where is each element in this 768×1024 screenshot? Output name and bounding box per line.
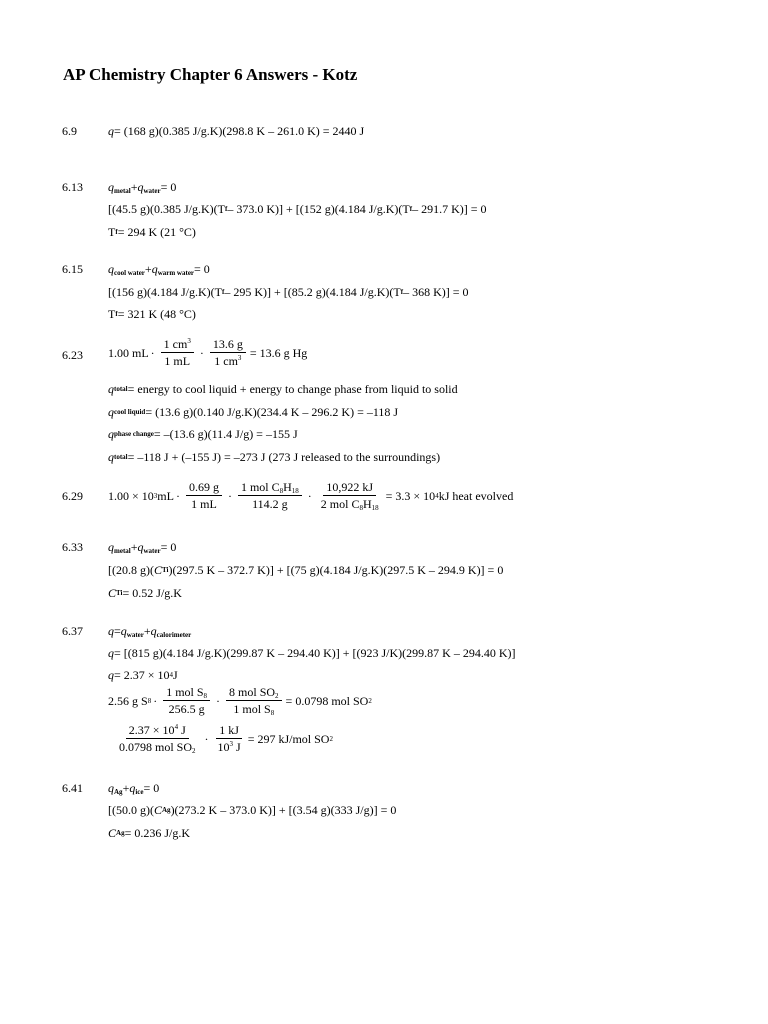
fraction: $\frac{10,922 kJ}{2 mol C_8H_{18}}$ [320,480,379,513]
answer-line: [(156 g)(4.184 J/g.K)(T f – 295 K)] + [(85.2 g)(4.184 J/g.K)(T f – 368 K)] = 0 [108,285,469,299]
conversion-line: 2.56 g S 8 · $\frac{1 mol S_8}{256.5 g}$ · $\frac{8 mol SO_2}{1 mol S_8}$ = 0.0798 mol SO 2 [108,685,372,718]
answer-line: qmetal + qwater = 0 [108,540,177,555]
page-title: AP Chemistry Chapter 6 Answers - Kotz [63,65,358,84]
fraction: $\frac{1 cm^3}{1 mL}$ [161,337,194,369]
answer-line: C Ti = 0.52 J/g.K [108,586,182,600]
problem-number: 6.9 [62,124,77,138]
conversion-line: 1.00 × 10 3 mL · $\frac{0.69 g}{1 mL}$ · $\frac{1 mol C_8H_{18}}{114.2 g}$ · $\frac{10,922 kJ}{2 mol C_8H_{18}}$ = 3.3 × 10 4 kJ heat evolved [108,480,514,513]
conversion-line: 1.00 mL · $\frac{1 cm^3}{1 mL}$ · $\frac{13.6 g}{1 cm^3}$ = 13.6 g Hg [108,337,308,369]
answer-line: C Ag = 0.236 J/g.K [108,826,191,840]
fraction: $\frac{13.6 g}{1 cm^3}$ [210,337,246,369]
answer-line: q total = energy to cool liquid + energy to change phase from liquid to solid [108,382,458,396]
conversion-line: $\frac{2.37 \times 10^4 J}{0.0798 mol SO_2}$ · $\frac{1 kJ}{10^3 J}$ = 297 kJ/mol SO 2 [112,723,333,755]
answer-line: q total = –118 J + (–155 J) = –273 J (273 J released to the surroundings) [108,450,441,464]
problem-number: 6.37 [62,624,83,638]
fraction: $\frac{0.69 g}{1 mL}$ [186,480,222,512]
problem-number: 6.15 [62,262,83,276]
fraction: $\frac{8 mol SO_2}{1 mol S_8}$ [226,685,282,717]
problem-number: 6.33 [62,540,83,554]
fraction: $\frac{1 mol S_8}{256.5 g}$ [163,685,210,717]
problem-number: 6.23 [62,348,83,362]
answer-line: q = qwater + qcalorimeter [108,624,192,639]
answer-line: T f = 294 K (21 °C) [108,225,196,239]
fraction: $\frac{2.37 \times 10^4 J}{0.0798 mol SO_2}$ [119,723,196,756]
answer-line: qmetal + qwater = 0 [108,180,177,195]
answer-line: T f = 321 K (48 °C) [108,307,196,321]
answer-line: [(45.5 g)(0.385 J/g.K)(T f – 373.0 K)] + [(152 g)(4.184 J/g.K)(T f – 291.7 K)] = 0 [108,202,487,216]
answer-line: q = 2.37 × 10 4 J [108,668,178,682]
problem-number: 6.41 [62,781,83,795]
answer-line: qcool water + qwarm water = 0 [108,262,210,277]
fraction: $\frac{1 mol C_8H_{18}}{114.2 g}$ [238,480,302,512]
answer-line: qAg + qice = 0 [108,781,160,796]
answer-line: q = [(815 g)(4.184 J/g.K)(299.87 K – 294.40 K)] + [(923 J/K)(299.87 K – 294.40 K)] [108,646,516,660]
answer-line: [(50.0 g)( C Ag )(273.2 K – 373.0 K)] + [(3.54 g)(333 J/g)] = 0 [108,803,397,817]
answer-line: q cool liquid = (13.6 g)(0.140 J/g.K)(234.4 K – 296.2 K) = –118 J [108,405,399,419]
problem-number: 6.13 [62,180,83,194]
answer-line: [(20.8 g)( C Ti )(297.5 K – 372.7 K)] + [(75 g)(4.184 J/g.K)(297.5 K – 294.9 K)] = 0 [108,563,504,577]
problem-number: 6.29 [62,489,83,503]
answer-line: q phase change = –(13.6 g)(11.4 J/g) = –155 J [108,427,298,441]
fraction: $\frac{1 kJ}{10^3 J}$ [217,723,241,755]
answer-line: q = (168 g)(0.385 J/g.K)(298.8 K – 261.0 K) = 2440 J [108,124,365,138]
